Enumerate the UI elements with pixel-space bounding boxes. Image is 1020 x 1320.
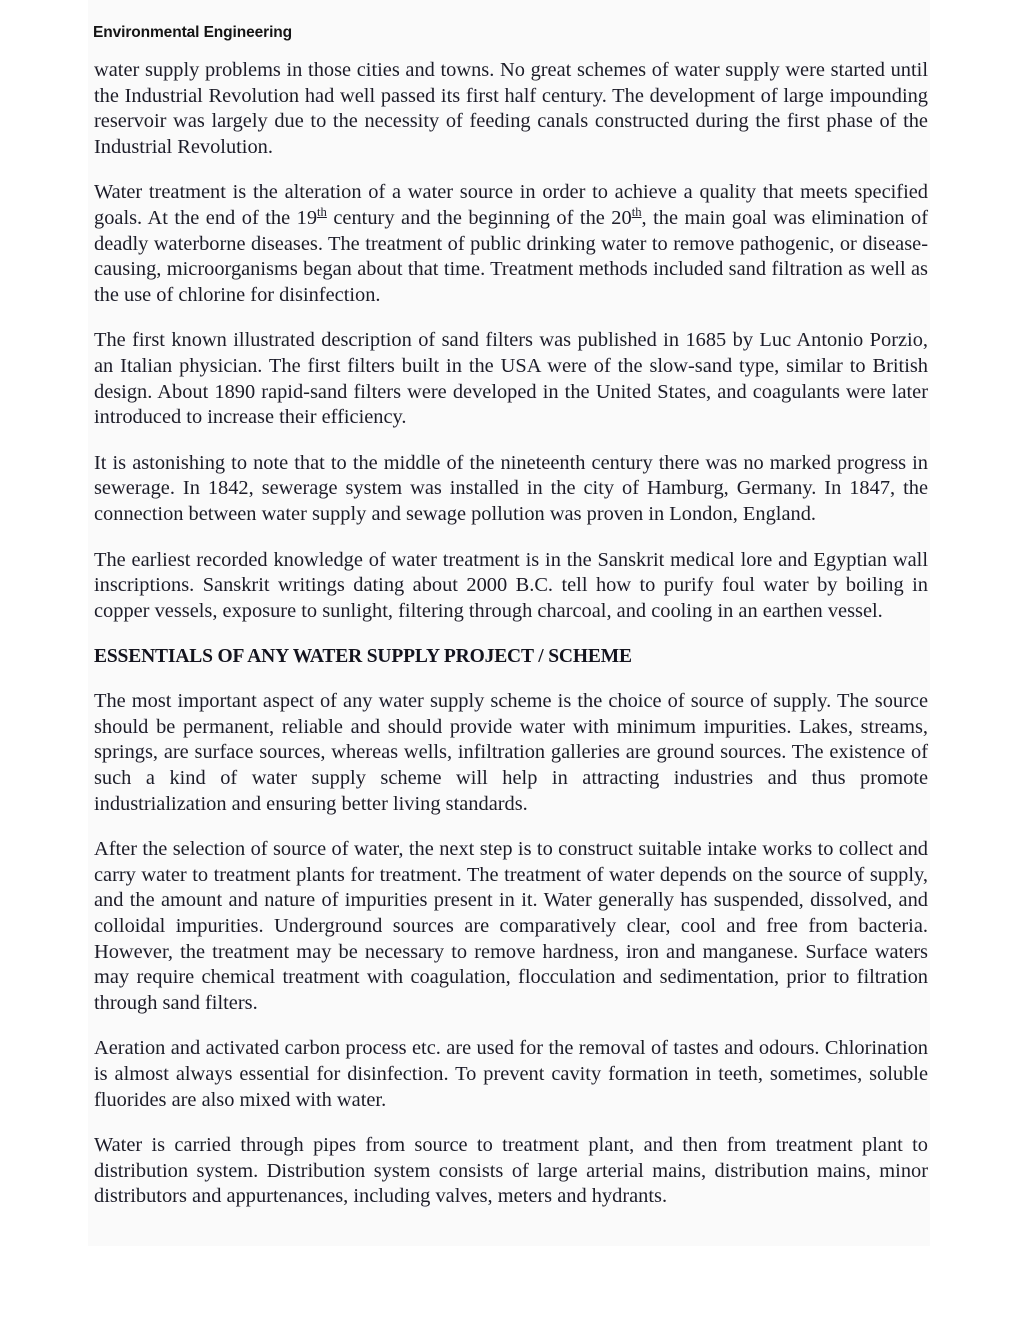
- paragraph-sewerage-progress: It is astonishing to note that to the middle of the nineteenth century there was no marked progress in sewerage. In 1842, sewerage system was installed in the city of Hamburg, Germany. In 1847, the connection between water supply and sewage pollution was proven in London, England.: [94, 451, 928, 525]
- paragraph-intake-works: After the selection of source of water, the next step is to construct suitable intake works to collect and carry water to treatment plants for treatment. The treatment of water depends on the source of supply, and the amount and nature of impurities present in it. Water generally has suspended, dissolved, and colloidal impurities. Underground sources are comparatively clear, cool and free from bacteria. However, the treatment may be necessary to remove hardness, iron and manganese. Surface waters may require chemical treatment with coagulation, flocculation and sedimentation, prior to filtration through sand filters.: [94, 838, 928, 1014]
- paragraph-water-treatment: [94, 180, 928, 308]
- ordinal-suffix-19th: th: [317, 205, 327, 220]
- ordinal-suffix-20th: th: [631, 205, 642, 220]
- paragraph-water-treatment-segment-b: century and the beginning of the 20: [326, 206, 632, 229]
- paragraph-water-treatment-segment-c: , the main goal was elimination of deadly waterborne diseases. The treatment of public drinking water to remove pathogenic, or disease-causing, microorganisms began about that time. Treatment methods included sand filtration as well as the use of chlorine for disinfection.: [94, 206, 928, 306]
- paragraph-distribution-system: Water is carried through pipes from source to treatment plant, and then from treatment plant to distribution system. Distribution system consists of large arterial mains, distribution mains, minor distributors and appurtenances, including valves, meters and hydrants.: [94, 1134, 928, 1208]
- page-header-title: Environmental Engineering: [93, 24, 293, 41]
- paragraph-water-treatment-segment-a: Water treatment is the alteration of a water source in order to achieve a quality that meets specified goals. At the end of the 19: [94, 181, 928, 229]
- paragraph-aeration-chlorination: Aeration and activated carbon process etc. are used for the removal of tastes and odours. Chlorination is almost always essential for disinfection. To prevent cavity formation in teeth, sometimes, soluble fluorides are also mixed with water.: [94, 1037, 928, 1111]
- paragraph-water-supply-problems: water supply problems in those cities and towns. No great schemes of water supply were started until the Industrial Revolution had well passed its first half century. The development of large impounding reservoir was largely due to the necessity of feeding canals constructed during the first phase of the Industrial Revolution.: [94, 59, 928, 158]
- document-body: [94, 58, 928, 1210]
- paragraph-earliest-recorded-knowledge: The earliest recorded knowledge of water treatment is in the Sanskrit medical lore and Egyptian wall inscriptions. Sanskrit writings dating about 2000 B.C. tell how to purify foul water by boiling in copper vessels, exposure to sunlight, filtering through charcoal, and cooling in an earthen vessel.: [94, 548, 928, 622]
- paragraph-choice-of-source: The most important aspect of any water supply scheme is the choice of source of supply. The source should be permanent, reliable and should provide water with minimum impurities. Lakes, streams, springs, are surface sources, whereas wells, infiltration galleries are ground sources. The existence of such a kind of water supply scheme will help in attracting industries and thus promote industrialization and ensuring better living standards.: [94, 690, 928, 815]
- section-heading-essentials: ESSENTIALS OF ANY WATER SUPPLY PROJECT / SCHEME: [94, 646, 632, 668]
- paragraph-sand-filters-history: The first known illustrated description of sand filters was published in 1685 by Luc Antonio Porzio, an Italian physician. The first filters built in the USA were of the slow-sand type, similar to British design. About 1890 rapid-sand filters were developed in the United States, and coagulants were later introduced to increase their efficiency.: [94, 329, 928, 429]
